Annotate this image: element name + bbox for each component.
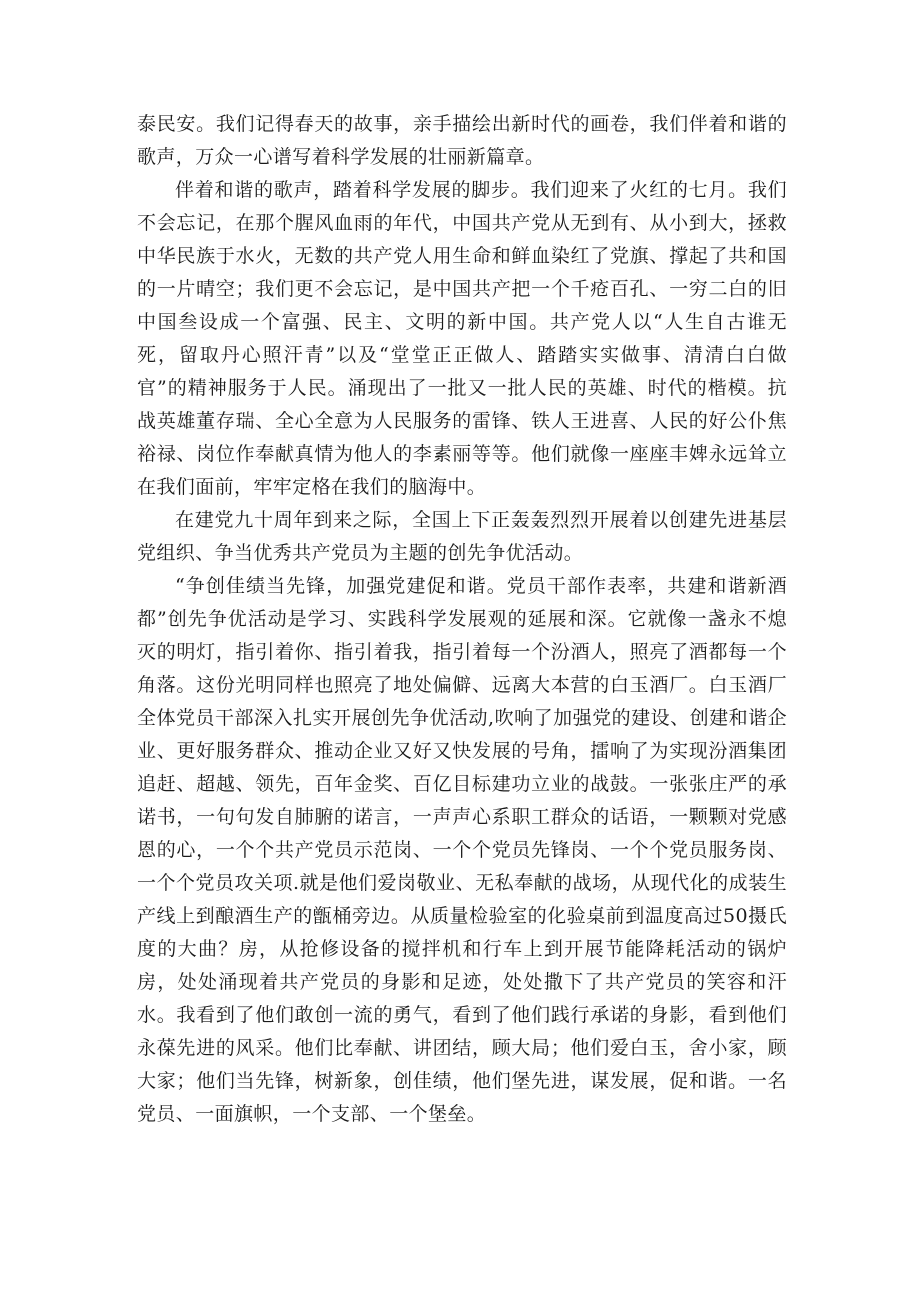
paragraph-continued: 泰民安。我们记得春天的故事，亲手描绘出新时代的画卷，我们伴着和谐的歌声，万众一心谱写着科学发展的壮丽新篇章。: [137, 113, 787, 168]
document-page: [137, 108, 787, 1131]
paragraph: “争创佳绩当先锋，加强党建促和谐。党员干部作表率，共建和谐新酒都”创先争优活动是学习、实践科学发展观的延展和深。它就像一盏永不熄灭的明灯，指引着你、指引着我，指引着每一个汾酒人，照亮了酒都每一个角落。这份光明同样也照亮了地处偏僻、远离大本营的白玉酒厂。白玉酒厂全体党员干部深入扎实开展创先争优活动,吹响了加强党的建设、创建和谐企业、更好服务群众、推动企业又好又快发展的号角，擂响了为实现汾酒集团追赶、超越、领先，百年金奖、百亿目标建功立业的战鼓。一张张庄严的承诺书，一句句发自肺腑的诺言，一声声心系职工群众的话语，一颗颗对党感恩的心，一个个共产党员示范岗、一个个党员先锋岗、一个个党员服务岗、一个个党员攻关项.就是他们爱岗敬业、无私奉献的战场，从现代化的成装生产线上到酿酒生产的甑桶旁边。从质量检验室的化验桌前到温度高过50摄氏度的大曲？房，从抢修设备的搅拌机和行车上到开展节能降耗活动的锅炉房，处处涌现着共产党员的身影和足迹，处处撒下了共产党员的笑容和汗水。我看到了他们敢创一流的勇气，看到了他们践行承诺的身影，看到他们永葆先进的风采。他们比奉献、讲团结，顾大局；他们爱白玉，舍小家，顾大家；他们当先锋，树新象，创佳绩，他们堡先进，谋发展，促和谐。一名党员、一面旗帜，一个支部、一个堡垒。: [137, 575, 787, 1125]
paragraph: 在建党九十周年到来之际，全国上下正轰轰烈烈开展着以创建先进基层党组织、争当优秀共产党员为主题的创先争优活动。: [137, 509, 787, 564]
paragraph: 伴着和谐的歌声，踏着科学发展的脚步。我们迎来了火红的七月。我们不会忘记，在那个腥风血雨的年代，中国共产党从无到有、从小到大，拯救中华民族于水火，无数的共产党人用生命和鲜血染红了党旗、撑起了共和国的一片晴空；我们更不会忘记，是中国共产把一个千疮百孔、一穷二白的旧中国叁设成一个富强、民主、文明的新中国。共产党人以“人生自古谁无死，留取丹心照汗青”以及“堂堂正正做人、踏踏实实做事、清清白白做官”的精神服务于人民。涌现出了一批又一批人民的英雄、时代的楷模。抗战英雄董存瑞、全心全意为人民服务的雷锋、铁人王进喜、人民的好公仆焦裕禄、岗位作奉献真情为他人的李素丽等等。他们就像一座座丰婢永远耸立在我们面前，牢牢定格在我们的脑海中。: [137, 179, 787, 498]
